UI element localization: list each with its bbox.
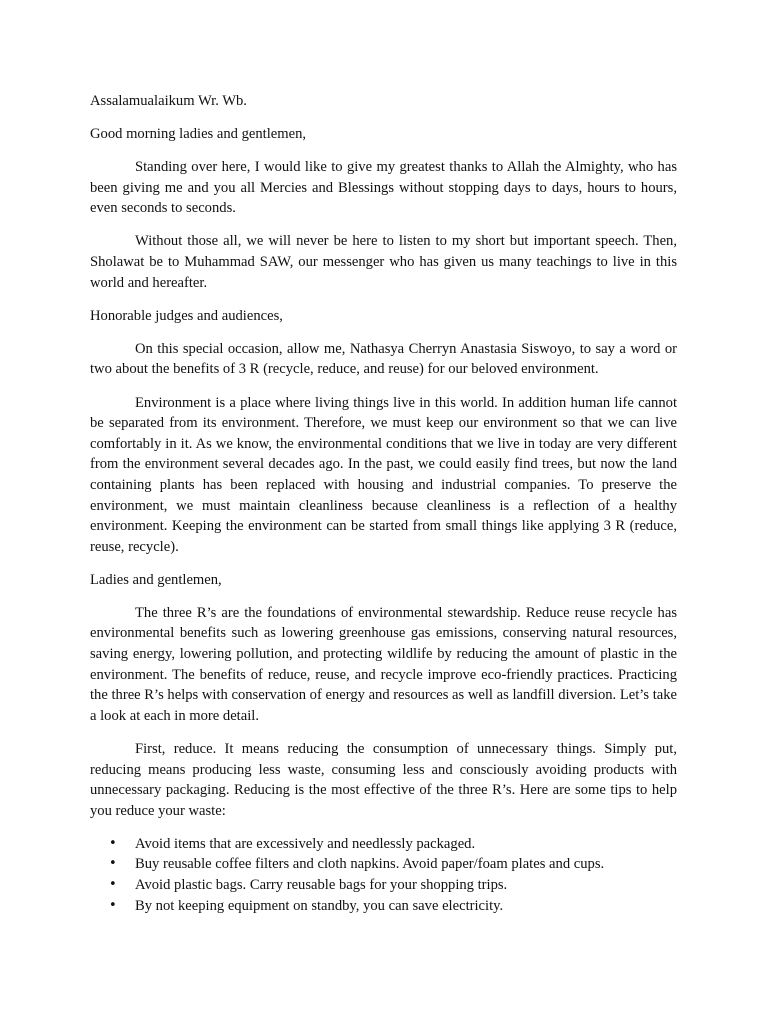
list-item-text: By not keeping equipment on standby, you can save electricity. (135, 897, 504, 914)
paragraph-environment: Environment is a place where living things live in this world. In addition human life cannot be separated from its environment. Therefore, we must keep our environment so that we can live comfortably in it. As we know, the environmental conditions that we live in today are very different from the environment several decades ago. In the past, we could easily find trees, but now the land containing plants has been replaced with housing and industrial companies. To preserve the environment, we must maintain cleanliness because cleanliness is a reflection of a healthy environment. Keeping the environment can be started from small things like applying 3 R (reduce, reuse, recycle). (90, 394, 677, 555)
document-page (90, 91, 677, 916)
list-item-text: Avoid plastic bags. Carry reusable bags for your shopping trips. (135, 877, 508, 893)
list-item-text: Buy reusable coffee filters and cloth napkins. Avoid paper/foam plates and cups. (135, 856, 605, 873)
paragraph-three-rs: The three R’s are the foundations of environmental stewardship. Reduce reuse recycle has environmental benefits such as lowering greenhouse gas emissions, conserving natural resources, saving energy, lowering pollution, and protecting wildlife by reducing the amount of plastic in the environment. The benefits of reduce, reuse, and recycle improve eco-friendly practices. Practicing the three R’s helps with conservation of energy and resources as well as landfill diversion. Let’s take a look at each in more detail. (90, 604, 677, 724)
list-item (90, 896, 677, 917)
list-item (90, 854, 677, 875)
reduce-tips-list (90, 834, 677, 916)
bullet-icon: • (109, 856, 117, 872)
bullet-icon: • (109, 835, 117, 851)
paragraph-sholawat: Without those all, we will never be here to listen to my short but important speech. Then, Sholawat be to Muhammad SAW, our messenger who has given us many teachings to live in this world and hereafter. (90, 233, 677, 291)
list-item (90, 875, 677, 896)
greeting: Assalamualaikum Wr. Wb. (90, 93, 247, 109)
paragraph-reduce: First, reduce. It means reducing the consumption of unnecessary things. Simply put, reducing means producing less waste, consuming less and consciously avoiding products with unnecessary packaging. Reducing is the most effective of the three R’s. Here are some tips to help you reduce your waste: (90, 740, 677, 819)
bullet-icon: • (109, 897, 117, 913)
list-item (90, 834, 677, 855)
paragraph-thanks: Standing over here, I would like to give my greatest thanks to Allah the Almighty, who has been giving me and you all Mercies and Blessings without stopping days to days, hours to hours, even seconds to seconds. (90, 159, 677, 217)
salutation-ladies-gentlemen-2: Ladies and gentlemen, (90, 571, 222, 588)
salutation-judges-audiences: Honorable judges and audiences, (90, 307, 283, 324)
list-item-text: Avoid items that are excessively and needlessly packaged. (135, 835, 476, 852)
paragraph-introduction: On this special occasion, allow me, Nathasya Cherryn Anastasia Siswoyo, to say a word or two about the benefits of 3 R (recycle, reduce, and reuse) for our beloved environment. (90, 340, 677, 378)
bullet-icon: • (109, 877, 117, 892)
salutation-ladies-gentlemen: Good morning ladies and gentlemen, (90, 126, 307, 143)
